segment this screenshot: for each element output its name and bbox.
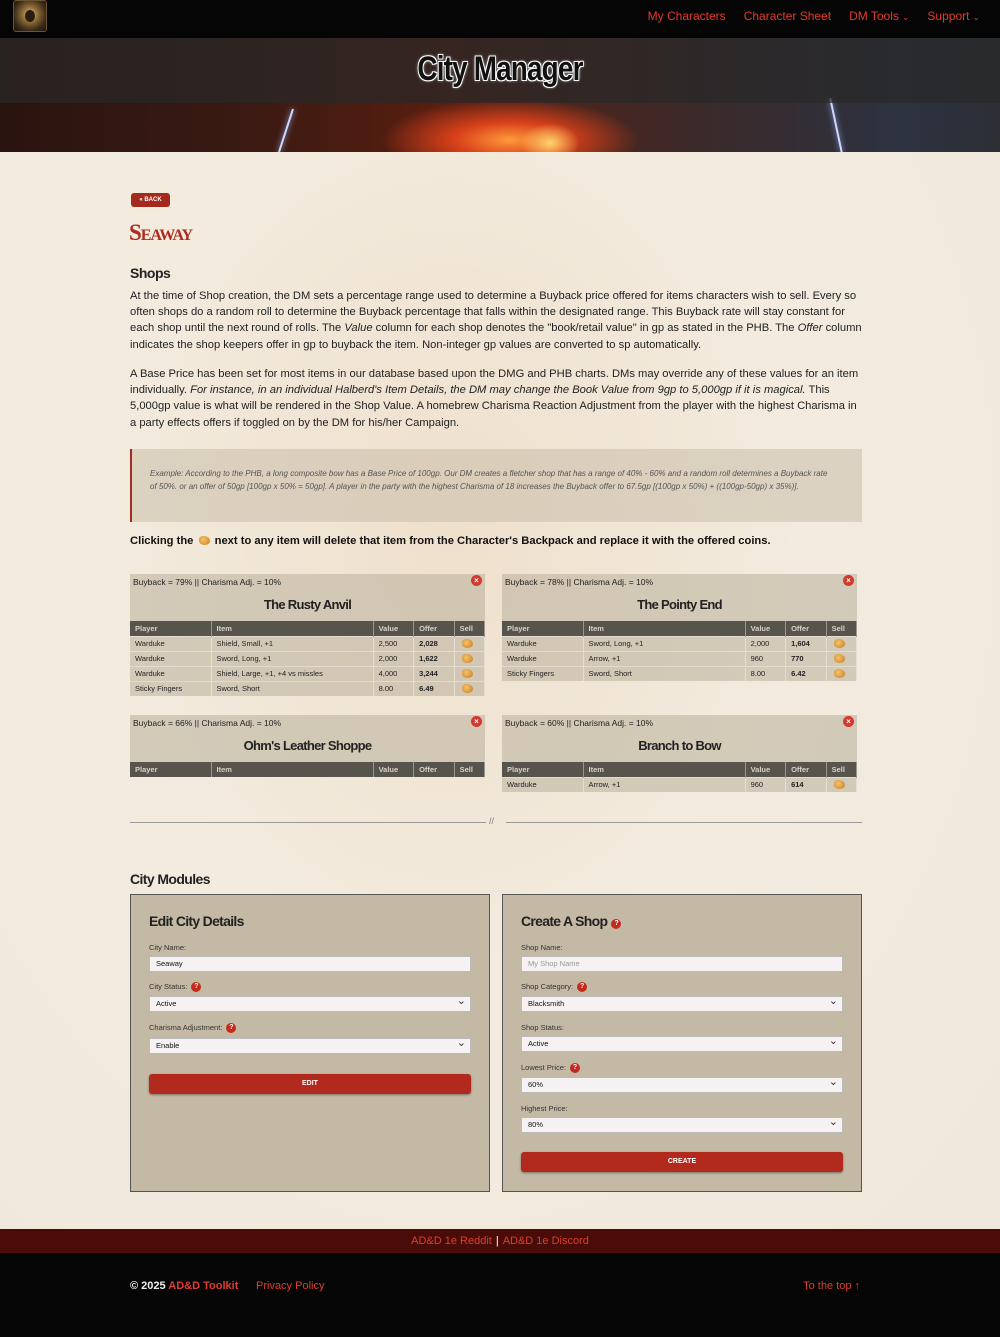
city-modules-heading: City Modules	[130, 871, 210, 887]
clicking-part-b: next to any item will delete that item from the Character's Backpack and replace it with the offered coins.	[211, 535, 771, 547]
cell-player: Warduke	[130, 666, 211, 681]
footer-separator: |	[495, 1235, 499, 1247]
question-circle-icon[interactable]: ?	[577, 982, 587, 992]
question-circle-icon[interactable]: ?	[191, 982, 201, 992]
edit-city-button[interactable]: EDIT	[149, 1074, 471, 1094]
cell-value: 2,000	[745, 636, 786, 651]
to-top-link[interactable]: To the top ↑	[803, 1280, 860, 1292]
para1-value-term: Value	[344, 322, 373, 335]
nav-dm-tools[interactable]	[849, 9, 909, 23]
coin-bag-icon[interactable]	[462, 639, 473, 648]
highest-price-label: Highest Price:	[521, 1104, 568, 1113]
brand-link[interactable]: AD&D Toolkit	[168, 1280, 239, 1292]
column-header-value: Value	[745, 762, 786, 777]
hero-banner	[0, 38, 1000, 152]
lightning-bolt-icon	[829, 98, 842, 152]
nav-support[interactable]	[927, 9, 980, 23]
chevron-down-icon: ⌄	[901, 12, 910, 22]
column-header-offer: Offer	[414, 621, 455, 636]
table-header-row	[130, 621, 485, 636]
shop-items-table	[130, 621, 485, 696]
table-row	[130, 651, 485, 666]
cell-item: Shield, Large, +1, +4 vs missles	[211, 666, 373, 681]
table-row	[130, 666, 485, 681]
cell-offer: 614	[786, 777, 827, 792]
lowest-price-label-text: Lowest Price:	[521, 1063, 567, 1072]
cell-player: Sticky Fingers	[130, 681, 211, 696]
shop-category-label-text: Shop Category:	[521, 982, 574, 991]
nav-character-sheet[interactable]: Character Sheet	[743, 9, 832, 23]
shop-status-select[interactable]: Active ⌄	[521, 1036, 843, 1052]
coin-bag-icon[interactable]	[834, 639, 845, 648]
cell-offer: 1,622	[414, 651, 455, 666]
coin-bag-icon[interactable]	[462, 684, 473, 693]
section-divider-mark: //	[489, 816, 495, 826]
para1-part-a: At the time of Shop creation, the DM sets a percentage range used to determine a Buyback price offered for items characters wish to sell. Every so often shops do a random roll to determine the Buyback percentage that falls within the designated range. This Buyback rate will stay constant for each shop until the next round of rolls. The	[130, 290, 857, 335]
shop-name: The Pointy End	[637, 597, 722, 612]
charisma-adjustment-label	[149, 1023, 236, 1033]
section-divider-left	[130, 822, 486, 823]
nav-my-characters[interactable]: My Characters	[647, 9, 726, 23]
para1-offer-term: Offer	[797, 322, 823, 335]
shop-buyback-text: Buyback = 79% || Charisma Adj. = 10%	[133, 577, 282, 587]
coin-bag-icon	[199, 536, 210, 545]
column-header-item: Item	[583, 621, 745, 636]
coin-bag-icon[interactable]	[462, 654, 473, 663]
table-row	[502, 666, 857, 681]
column-header-sell: Sell	[454, 621, 484, 636]
community-links-bar	[0, 1229, 1000, 1253]
shop-name-input[interactable]: My Shop Name	[521, 956, 843, 972]
city-status-label	[149, 982, 201, 992]
edit-city-panel	[130, 894, 490, 1192]
cell-sell	[454, 636, 484, 651]
cell-value: 2,000	[373, 651, 414, 666]
shop-items-table	[502, 621, 857, 681]
cell-player: Sticky Fingers	[502, 666, 583, 681]
cell-item: Sword, Short	[211, 681, 373, 696]
table-header-row	[502, 621, 857, 636]
shop-card	[130, 574, 485, 696]
create-shop-title	[521, 913, 621, 929]
site-footer	[0, 1253, 1000, 1337]
nav-links	[648, 9, 980, 23]
copyright	[130, 1280, 238, 1292]
cell-offer: 1,604	[786, 636, 827, 651]
create-shop-panel	[502, 894, 862, 1192]
column-header-item: Item	[211, 621, 373, 636]
para2-part-a: A Base Price has been set for most items in our database based upon the DMG and PHB charts. DMs may override any of these values for an item individually.	[130, 368, 859, 397]
shop-category-select[interactable]: Blacksmith ⌄	[521, 996, 843, 1012]
cell-item: Sword, Long, +1	[211, 651, 373, 666]
column-header-player: Player	[130, 762, 211, 777]
cell-sell	[826, 777, 856, 792]
column-header-player: Player	[130, 621, 211, 636]
section-divider-right	[506, 822, 862, 823]
cell-value: 960	[745, 777, 786, 792]
clicking-part-a: Clicking the	[130, 535, 197, 547]
city-status-select[interactable]: Active ⌄	[149, 996, 471, 1012]
cell-sell	[826, 636, 856, 651]
coin-bag-icon[interactable]	[834, 654, 845, 663]
nav-dm-tools-label: DM Tools	[849, 9, 899, 23]
shop-card	[502, 574, 857, 681]
shop-buyback-header	[502, 574, 857, 589]
para2-italic: For instance, in an individual Halberd's Item Details, the DM may change the Book Value from 9gp to 5,000gp if it is magical.	[190, 384, 806, 397]
cell-value: 960	[745, 651, 786, 666]
main-content	[0, 152, 1000, 1229]
column-header-value: Value	[745, 621, 786, 636]
column-header-value: Value	[373, 762, 414, 777]
column-header-sell: Sell	[826, 621, 856, 636]
table-header-row	[130, 762, 485, 777]
coin-bag-icon[interactable]	[834, 780, 845, 789]
cell-offer: 770	[786, 651, 827, 666]
shops-heading: Shops	[130, 265, 171, 281]
chevron-down-icon: ⌄	[972, 12, 980, 22]
cell-player: Warduke	[502, 651, 583, 666]
nav-support-label: Support	[927, 9, 970, 23]
page-title: City Manager	[417, 50, 583, 88]
highest-price-select[interactable]: 80% ⌄	[521, 1117, 843, 1133]
charisma-adjustment-select[interactable]: Enable ⌄	[149, 1038, 471, 1054]
shop-status-label: Shop Status:	[521, 1023, 564, 1032]
city-name-input[interactable]: Seaway	[149, 956, 471, 972]
top-nav	[0, 0, 1000, 38]
cell-item: Arrow, +1	[583, 777, 745, 792]
dragon-fire-core	[520, 123, 580, 152]
close-circle-icon[interactable]: ×	[471, 575, 482, 586]
cell-sell	[826, 666, 856, 681]
cell-player: Warduke	[130, 651, 211, 666]
cell-player: Warduke	[502, 636, 583, 651]
cell-item: Arrow, +1	[583, 651, 745, 666]
cell-offer: 6.42	[786, 666, 827, 681]
column-header-value: Value	[373, 621, 414, 636]
city-status-label-text: City Status:	[149, 982, 188, 991]
shop-buyback-header	[130, 574, 485, 589]
charisma-label-text: Charisma Adjustment:	[149, 1023, 223, 1032]
shop-name: Branch to Bow	[638, 738, 721, 753]
column-header-sell: Sell	[826, 762, 856, 777]
cell-player: Warduke	[502, 777, 583, 792]
para1-part-b: column for each shop denotes the "book/retail value" in gp as stated in the PHB. The	[372, 322, 798, 335]
cell-offer: 2,028	[414, 636, 455, 651]
shop-name: The Rusty Anvil	[263, 597, 352, 612]
cell-value: 8.00	[745, 666, 786, 681]
coin-bag-icon[interactable]	[462, 669, 473, 678]
shop-buyback-text: Buyback = 60% || Charisma Adj. = 10%	[505, 718, 654, 728]
example-blockquote: Example: According to the PHB, a long composite bow has a Base Price of 100gp. Our DM creates a fletcher shop that has a range of 40% - 60% and a random roll determines a Buyback rate of 50%. or an offer of 50gp [100gp x 50% = 50gp]. A player in the party with the highest Charisma of 18 increases the Buyback offer to 67.5gp [(100gp x 50%) + ((100gp-50gp) x 35%)].	[130, 449, 862, 522]
cell-offer: 6.49	[414, 681, 455, 696]
coin-bag-icon[interactable]	[834, 669, 845, 678]
column-header-player: Player	[502, 762, 583, 777]
column-header-item: Item	[211, 762, 373, 777]
shop-buyback-text: Buyback = 78% || Charisma Adj. = 10%	[505, 577, 654, 587]
question-circle-icon[interactable]: ?	[611, 919, 621, 929]
lightning-bolt-icon	[278, 109, 294, 152]
table-row	[130, 681, 485, 696]
cell-sell	[454, 681, 484, 696]
edit-city-title: Edit City Details	[149, 913, 244, 929]
reddit-link[interactable]: AD&D 1e Reddit	[411, 1235, 492, 1247]
column-header-player: Player	[502, 621, 583, 636]
dragon-fire-glow	[380, 98, 640, 152]
question-circle-icon[interactable]: ?	[570, 1063, 580, 1073]
lowest-price-label	[521, 1063, 580, 1073]
column-header-item: Item	[583, 762, 745, 777]
table-header-row	[502, 762, 857, 777]
close-circle-icon[interactable]: ×	[843, 716, 854, 727]
column-header-offer: Offer	[414, 762, 455, 777]
table-row	[130, 636, 485, 651]
shop-items-table	[130, 762, 485, 777]
shop-name-label: Shop Name:	[521, 943, 563, 952]
shop-items-table	[502, 762, 857, 792]
table-row	[502, 636, 857, 651]
shop-name: Ohm's Leather Shoppe	[243, 738, 372, 753]
sell-instructions	[130, 535, 771, 547]
cell-value: 4,000	[373, 666, 414, 681]
shop-card	[130, 715, 485, 777]
close-circle-icon[interactable]: ×	[843, 575, 854, 586]
shop-buyback-header	[502, 715, 857, 730]
shop-buyback-header	[130, 715, 485, 730]
cell-player: Warduke	[130, 636, 211, 651]
cell-value: 8.00	[373, 681, 414, 696]
column-header-sell: Sell	[454, 762, 484, 777]
base-price-paragraph	[130, 366, 862, 431]
cell-sell	[454, 666, 484, 681]
shop-category-label	[521, 982, 587, 992]
cell-sell	[454, 651, 484, 666]
column-header-offer: Offer	[786, 621, 827, 636]
create-shop-button[interactable]: CREATE	[521, 1152, 843, 1172]
cell-item: Shield, Small, +1	[211, 636, 373, 651]
shops-intro-paragraph	[130, 288, 862, 353]
create-shop-title-text: Create A Shop	[521, 913, 608, 929]
cell-offer: 3,244	[414, 666, 455, 681]
back-button[interactable]: « BACK	[131, 193, 170, 207]
question-circle-icon[interactable]: ?	[226, 1023, 236, 1033]
cell-sell	[826, 651, 856, 666]
table-row	[502, 651, 857, 666]
shop-card	[502, 715, 857, 792]
cell-value: 2,500	[373, 636, 414, 651]
table-row	[502, 777, 857, 792]
site-logo[interactable]	[13, 0, 47, 32]
cell-item: Sword, Short	[583, 666, 745, 681]
discord-link[interactable]: AD&D 1e Discord	[502, 1235, 589, 1247]
column-header-offer: Offer	[786, 762, 827, 777]
city-name-heading: Seaway	[129, 220, 193, 245]
para2-part-b: This 5,000gp value is what will be rendered in the Shop Value. A homebrew Charisma Reaction Adjustment from the player with the highest Charisma in a party effects offers if toggled on by the DM for his/her Campaign.	[130, 384, 857, 429]
cell-item: Sword, Long, +1	[583, 636, 745, 651]
lowest-price-select[interactable]: 60% ⌄	[521, 1077, 843, 1093]
shop-buyback-text: Buyback = 66% || Charisma Adj. = 10%	[133, 718, 282, 728]
close-circle-icon[interactable]: ×	[471, 716, 482, 727]
copyright-year: © 2025	[130, 1280, 166, 1292]
city-name-label: City Name:	[149, 943, 187, 952]
para1-part-c: column indicates the shop keepers offer in gp to buyback the item. Non-integer gp values are converted to sp automatically.	[130, 322, 862, 351]
privacy-policy-link[interactable]: Privacy Policy	[256, 1280, 325, 1292]
